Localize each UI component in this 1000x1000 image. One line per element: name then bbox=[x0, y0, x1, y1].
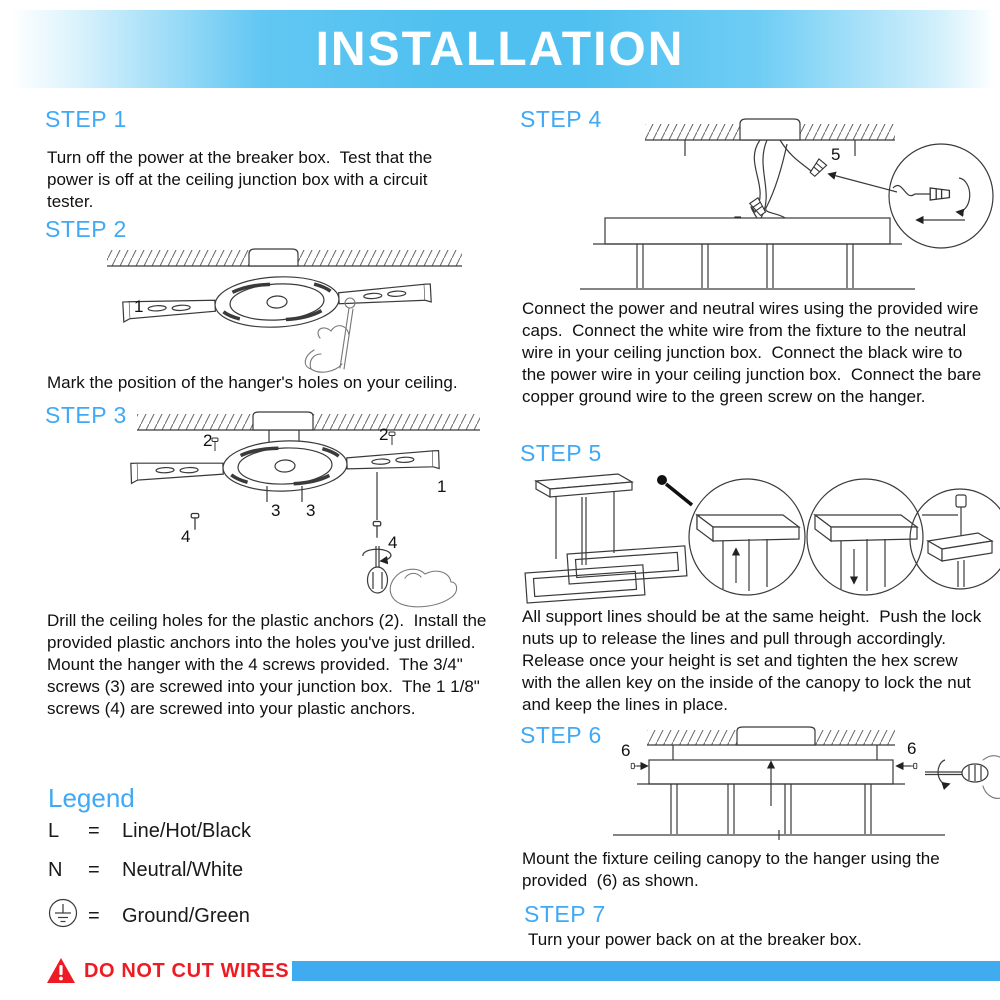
ceiling-hatch bbox=[647, 727, 895, 745]
step4-heading: STEP 4 bbox=[520, 106, 602, 132]
step7-heading: STEP 7 bbox=[524, 901, 606, 927]
screwdriver-icon bbox=[925, 760, 988, 784]
step5-diagram bbox=[520, 465, 995, 603]
step6-heading: STEP 6 bbox=[520, 722, 602, 748]
step3-heading: STEP 3 bbox=[45, 402, 127, 428]
warning-icon bbox=[46, 957, 76, 985]
legend-title: Legend bbox=[48, 783, 135, 813]
step4-caption: Connect the power and neutral wires using the provided wire caps. Connect the white wire from the fixture to the neutral wire in your ceiling junction box. Connect the black wire to the power wire in your ceiling junction box. Connect the bare copper ground wire to the green screw on the hanger. bbox=[522, 299, 986, 406]
diagram-label: 1 bbox=[134, 297, 144, 316]
legend-row-ground bbox=[46, 896, 386, 936]
step3-caption: Drill the ceiling holes for the plastic anchors (2). Install the provided plastic anchors into the holes you've just drilled. Mount the hanger with the 4 screws provided. The 3/4" screws (3) are screwed into your junction box. The 1 1/8" screws (4) are screwed into your plastic anchors. bbox=[47, 611, 492, 718]
step4-diagram bbox=[545, 116, 1000, 296]
legend-row-neutral bbox=[48, 859, 368, 882]
legend-equals: = bbox=[88, 820, 100, 842]
step1-heading: STEP 1 bbox=[45, 106, 127, 132]
wire-cap-icon bbox=[809, 159, 827, 178]
fixture-canopy bbox=[580, 218, 915, 289]
diagram-label: 4 bbox=[388, 533, 398, 552]
diagram-label: 2 bbox=[379, 425, 389, 444]
screwdriver-icon bbox=[363, 546, 391, 593]
legend-symbol: L bbox=[48, 820, 60, 842]
fixture-canopy bbox=[613, 760, 945, 840]
hand-icon bbox=[390, 569, 456, 607]
step2-caption: Mark the position of the hanger's holes on your ceiling. bbox=[47, 373, 458, 392]
legend-value: Line/Hot/Black bbox=[122, 820, 251, 842]
step6-caption: Mount the fixture ceiling canopy to the hanger using the provided (6) as shown. bbox=[522, 849, 945, 890]
step7-caption: Turn your power back on at the breaker box. bbox=[528, 930, 862, 949]
step6-diagram bbox=[585, 726, 997, 844]
diagram-label: 5 bbox=[831, 145, 841, 164]
legend-equals: = bbox=[88, 904, 100, 927]
ceiling-hatch bbox=[645, 119, 895, 140]
page-title: INSTALLATION bbox=[315, 22, 685, 76]
step5-heading: STEP 5 bbox=[520, 440, 602, 466]
ceiling-hatch bbox=[107, 249, 462, 266]
pendant-fixture bbox=[525, 474, 692, 603]
magnifier-detail bbox=[889, 144, 993, 248]
diagram-label: 1 bbox=[437, 477, 447, 496]
step2-diagram bbox=[52, 242, 492, 370]
diagram-label: 3 bbox=[271, 501, 281, 520]
detail-circle-pull-down bbox=[807, 479, 923, 595]
legend-equals: = bbox=[88, 859, 100, 881]
diagram-label: 3 bbox=[306, 501, 316, 520]
legend-value: Ground/Green bbox=[122, 904, 250, 927]
ground-icon bbox=[46, 896, 80, 930]
step3-diagram bbox=[45, 408, 495, 606]
legend-row-line bbox=[48, 820, 368, 843]
step1-text: Turn off the power at the breaker box. Test that the power is off at the ceiling junction box with a circuit tester. bbox=[47, 148, 437, 211]
diagram-label: 6 bbox=[621, 741, 631, 760]
warning-text: DO NOT CUT WIRES bbox=[84, 960, 290, 982]
ceiling-hatch bbox=[137, 412, 480, 430]
hanger-bar bbox=[122, 269, 432, 335]
diagram-label: 4 bbox=[181, 527, 191, 546]
legend-symbol: N bbox=[48, 859, 63, 881]
diagram-label: 6 bbox=[907, 739, 917, 758]
page-header bbox=[0, 10, 1000, 88]
diagram-label: 2 bbox=[203, 431, 213, 450]
step2-heading: STEP 2 bbox=[45, 216, 127, 242]
footer-bar bbox=[292, 961, 1000, 981]
hanger-bar bbox=[130, 436, 440, 497]
legend-value: Neutral/White bbox=[122, 859, 244, 881]
step5-caption: All support lines should be at the same height. Push the lock nuts up to release the lines and pull through accordingly. Release once your height is set and tighten the hex screw with the allen key on the inside of the canopy to lock the nut and keep the lines in place. bbox=[522, 607, 987, 714]
detail-circle-push-up bbox=[689, 479, 805, 595]
